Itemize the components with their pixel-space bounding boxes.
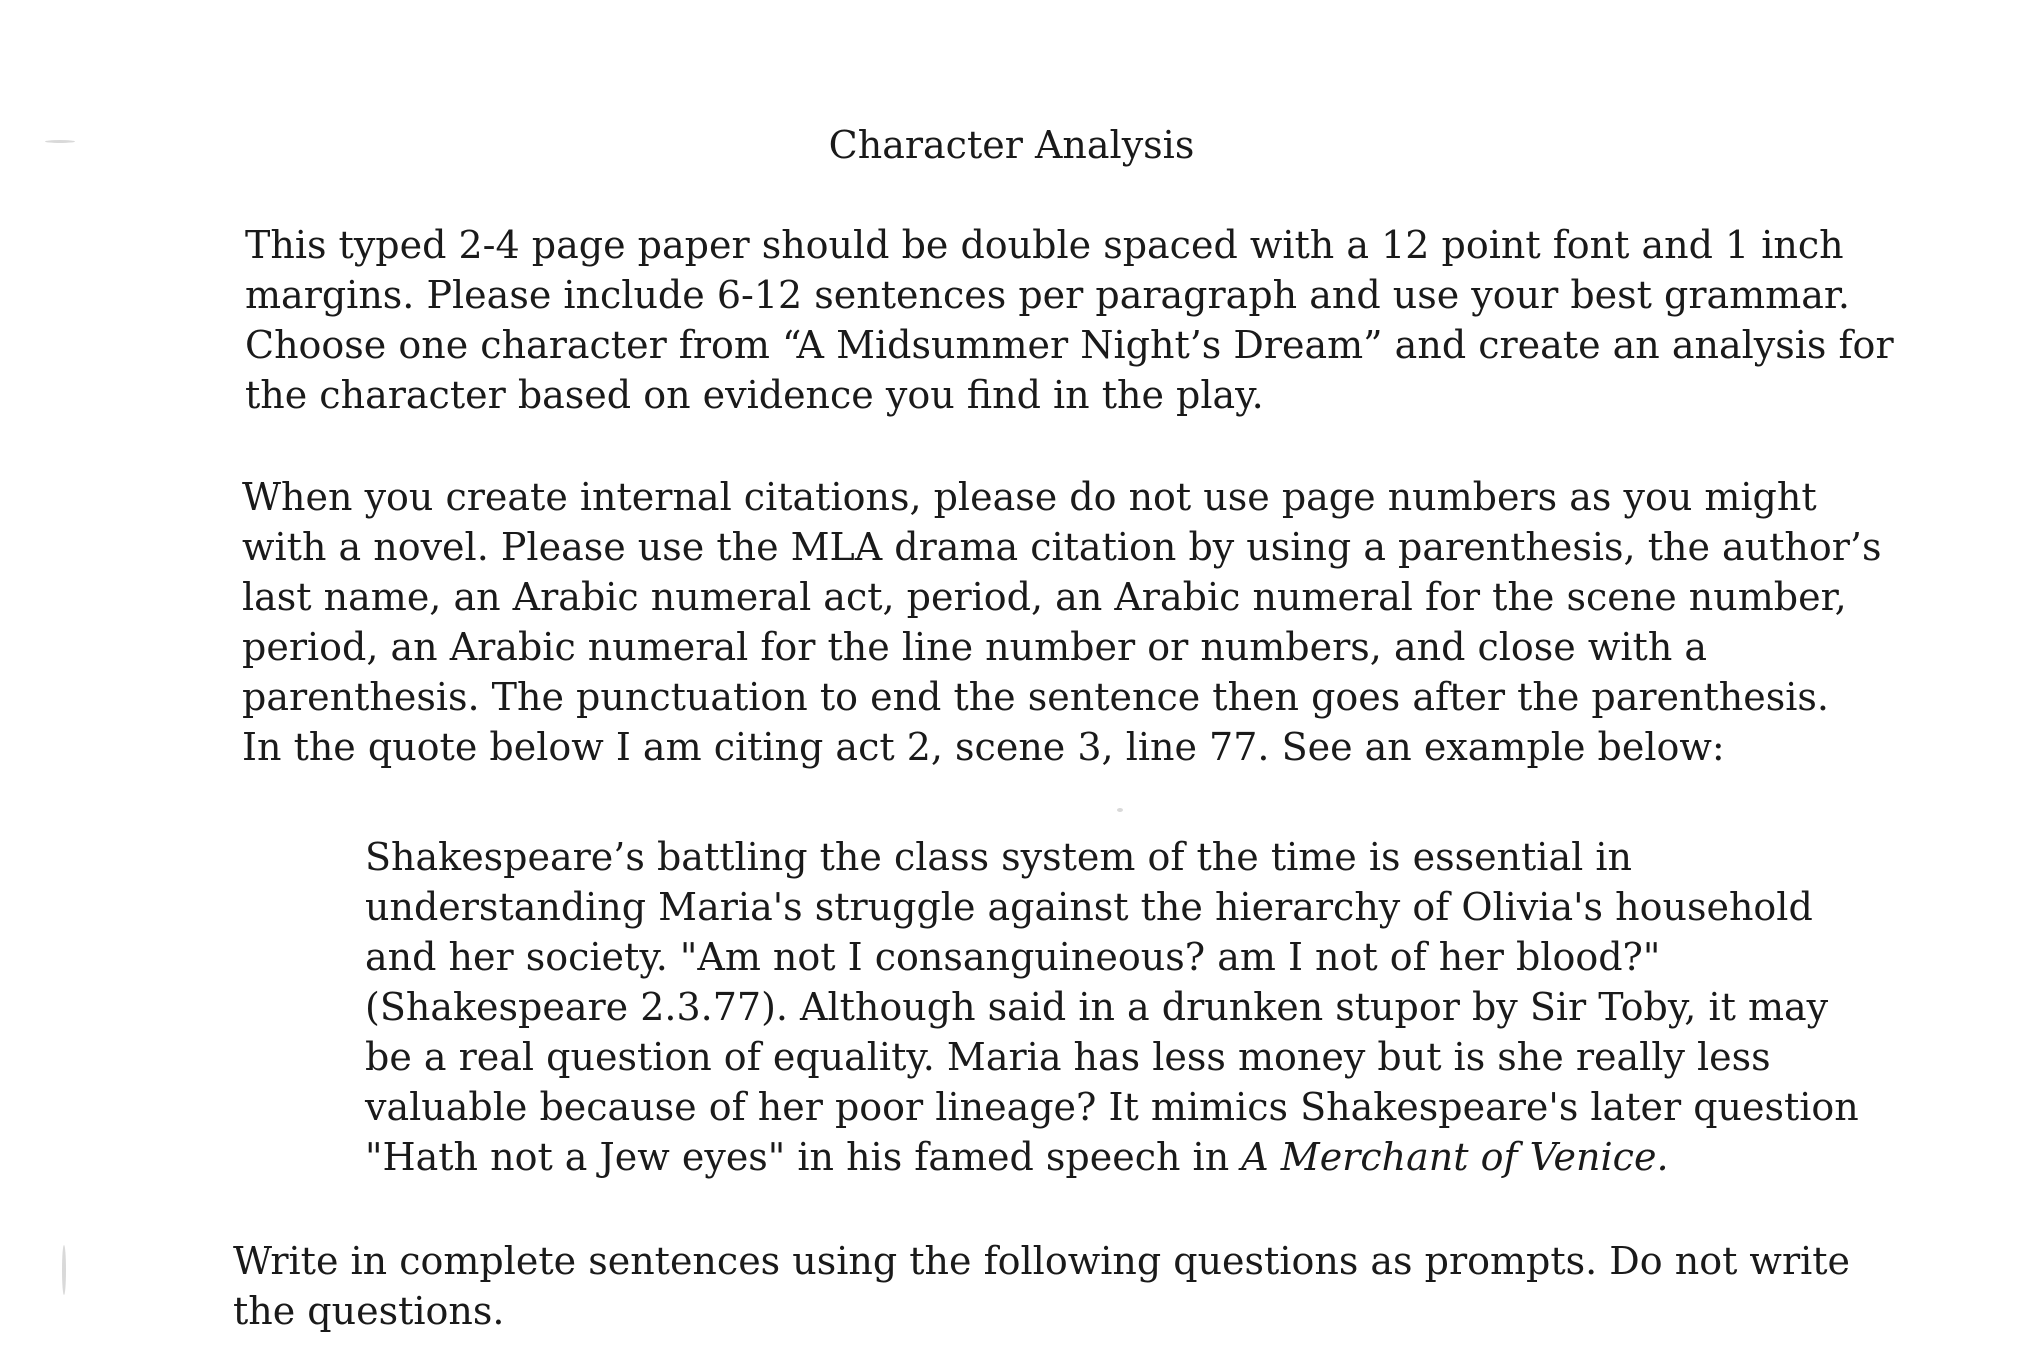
play-title: A Merchant of Venice.: [1241, 1135, 1669, 1179]
paragraph-line: In the quote below I am citing act 2, scene 3, line 77. See an example below:: [242, 725, 1725, 769]
quote-line: [365, 1132, 1859, 1182]
paragraph-line: This typed 2-4 page paper should be double spaced with a 12 point font and 1 inch: [245, 223, 1844, 267]
paragraph-line: the questions.: [233, 1289, 505, 1333]
example-block-quote: [365, 832, 1859, 1182]
quote-line: valuable because of her poor lineage? It mimics Shakespeare's later question: [365, 1085, 1859, 1129]
quote-line: Shakespeare’s battling the class system of the time is essential in: [365, 835, 1632, 879]
scan-speck: [62, 1245, 66, 1295]
paragraph-line: with a novel. Please use the MLA drama citation by using a parenthesis, the author’s: [242, 525, 1882, 569]
paragraph-line: When you create internal citations, please do not use page numbers as you might: [242, 475, 1817, 519]
prompt-paragraph: [233, 1236, 1850, 1336]
quote-line: understanding Maria's struggle against the hierarchy of Olivia's household: [365, 885, 1813, 929]
paragraph-line: Write in complete sentences using the following questions as prompts. Do not write: [233, 1239, 1851, 1283]
paragraph-line: margins. Please include 6-12 sentences per paragraph and use your best grammar.: [245, 273, 1850, 317]
paragraph-line: parenthesis. The punctuation to end the sentence then goes after the parenthesis.: [242, 675, 1829, 719]
instructions-paragraph: [245, 220, 1894, 420]
quote-line: and her society. "Am not I consanguineous? am I not of her blood?": [365, 935, 1661, 979]
scan-speck: [1117, 808, 1123, 812]
citation-paragraph: [242, 472, 1882, 772]
quote-line: (Shakespeare 2.3.77). Although said in a drunken stupor by Sir Toby, it may: [365, 985, 1829, 1029]
quote-text: "Hath not a Jew eyes" in his famed speech in: [365, 1135, 1242, 1179]
quote-line: be a real question of equality. Maria has less money but is she really less: [365, 1035, 1771, 1079]
paragraph-line: period, an Arabic numeral for the line number or numbers, and close with a: [242, 625, 1708, 669]
page-title: Character Analysis: [828, 123, 1195, 167]
paragraph-line: Choose one character from “A Midsummer Night’s Dream” and create an analysis for: [245, 323, 1894, 367]
paragraph-line: the character based on evidence you find in the play.: [245, 373, 1264, 417]
paragraph-line: last name, an Arabic numeral act, period, an Arabic numeral for the scene number,: [242, 575, 1847, 619]
